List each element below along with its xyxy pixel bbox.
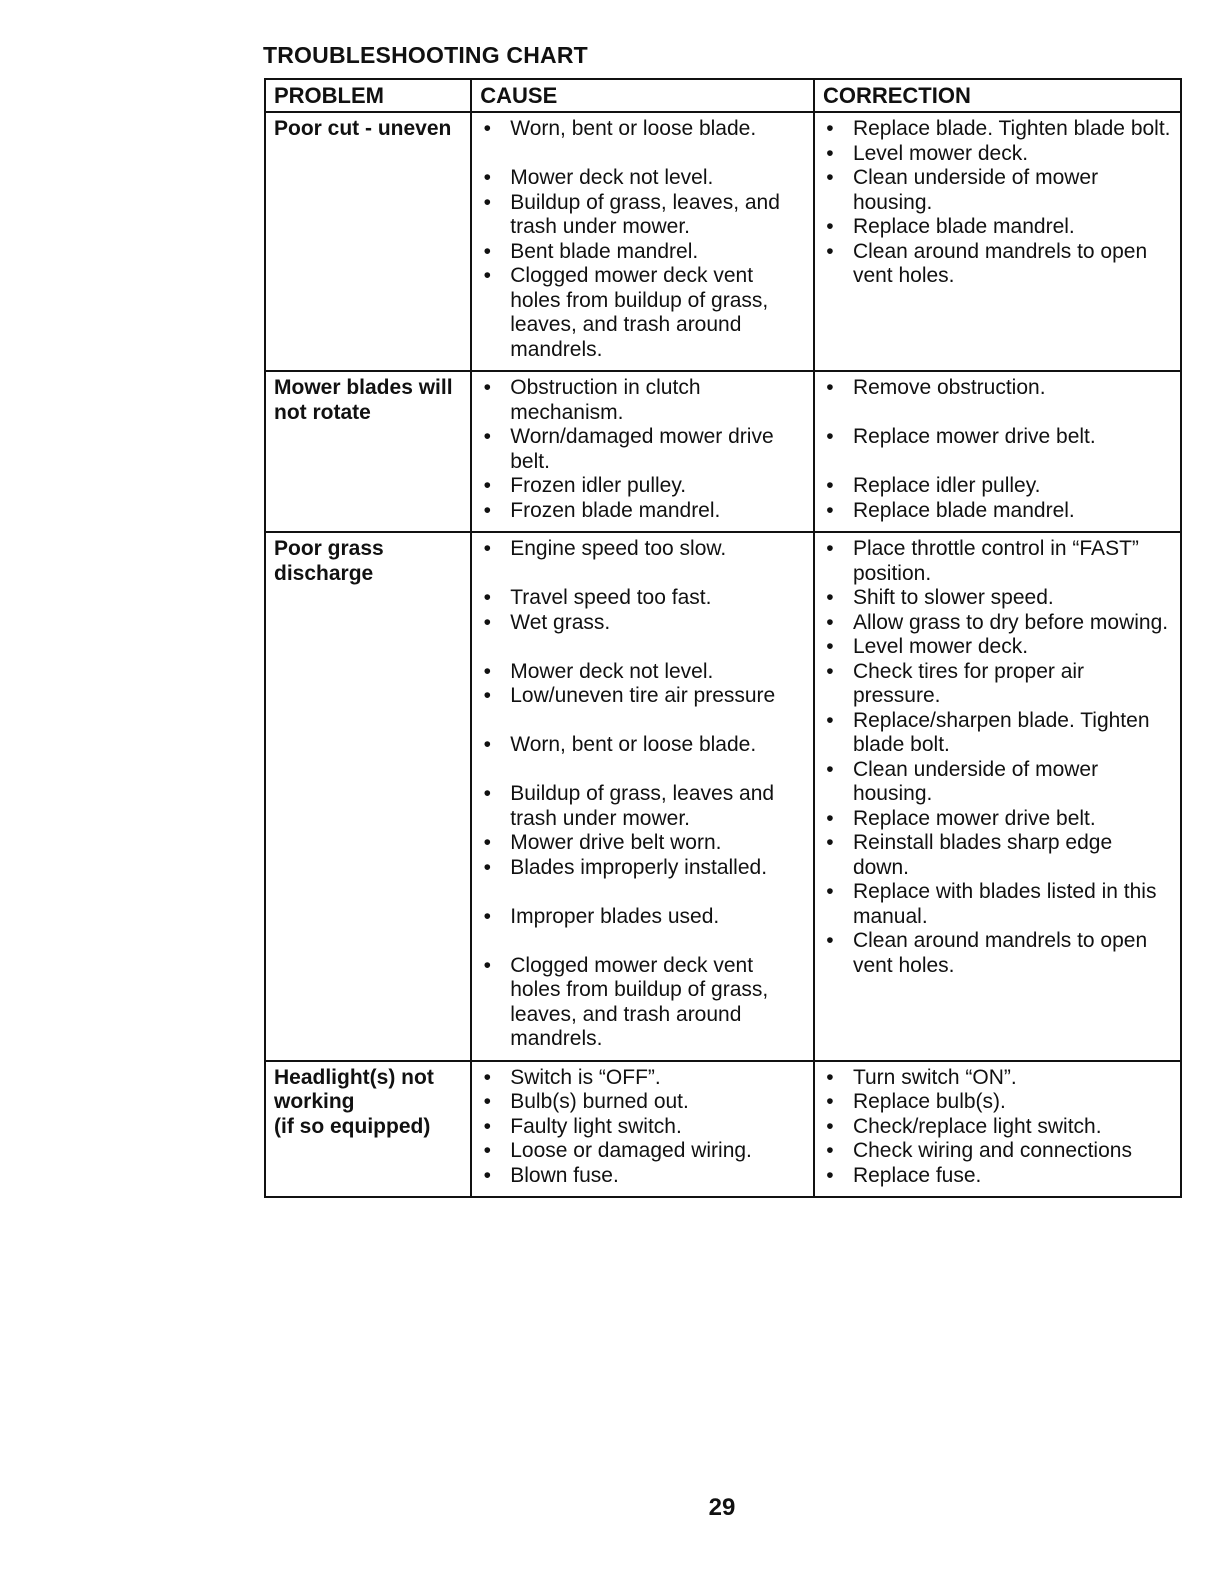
cause-item: • Obstruction in clutch mechanism. [480,376,805,425]
problem-text: Poor grass [274,537,384,560]
correction-item: • Turn switch “ON”. [823,1066,1172,1091]
problem-text: discharge [274,561,374,585]
cause-item: • Clogged mower deck vent holes from buildup of grass, leaves, and trash around mandrels. [480,264,805,362]
problem-cell [265,1061,471,1198]
correction-item: • Replace blade. Tighten blade bolt. [823,117,1172,142]
header-problem: PROBLEM [265,79,471,112]
cause-item: • Faulty light switch. [480,1115,805,1140]
cause-item: • Engine speed too slow. [480,537,805,562]
correction-item: • Shift to slower speed. [823,586,1172,611]
table-row [265,532,1181,1061]
cause-item: • Improper blades used. [480,905,805,930]
correction-cell [814,532,1181,1061]
correction-item: • Clean underside of mower housing. [823,166,1172,215]
problem-cell [265,532,471,1061]
problem-text: not rotate [274,400,371,424]
correction-item: • Check/replace light switch. [823,1115,1172,1140]
cause-cell [471,371,814,532]
cause-item: • Mower deck not level. [480,166,805,191]
cause-item: • Wet grass. [480,611,805,636]
correction-item: • Replace idler pulley. [823,474,1172,499]
cause-item: • Switch is “OFF”. [480,1066,805,1091]
table-row [265,112,1181,371]
header-row [265,79,1181,112]
cause-item: • Blown fuse. [480,1164,805,1189]
cause-cell [471,532,814,1061]
cause-item: • Buildup of grass, leaves, and trash under mower. [480,191,805,240]
page-title: TROUBLESHOOTING CHART [263,42,588,68]
cause-item: • Worn, bent or loose blade. [480,733,805,758]
cause-cell [471,112,814,371]
cause-item: • Mower deck not level. [480,660,805,685]
correction-item: • Replace fuse. [823,1164,1172,1189]
problem-text: working [274,1090,355,1113]
problem-text: (if so equipped) [274,1114,431,1138]
correction-item: • Check wiring and connections [823,1139,1172,1164]
page-number: 29 [708,1494,736,1521]
header-cause: CAUSE [471,79,814,112]
correction-item: • Check tires for proper air pressure. [823,660,1172,709]
correction-item: • Clean around mandrels to open vent holes. [823,240,1172,289]
cause-item: • Bent blade mandrel. [480,240,805,265]
correction-item: • Replace blade mandrel. [823,499,1172,524]
cause-item: • Worn, bent or loose blade. [480,117,805,142]
correction-item: • Remove obstruction. [823,376,1172,401]
correction-item: • Reinstall blades sharp edge down. [823,831,1172,880]
table-row [265,1061,1181,1198]
problem-cell [265,371,471,532]
correction-item: • Allow grass to dry before mowing. [823,611,1172,636]
correction-item: • Replace bulb(s). [823,1090,1172,1115]
problem-text: Mower blades will [274,376,453,399]
correction-item: • Place throttle control in “FAST” position. [823,537,1172,586]
cause-item: • Mower drive belt worn. [480,831,805,856]
correction-item: • Replace/sharpen blade. Tighten blade bolt. [823,709,1172,758]
cause-item: • Worn/damaged mower drive belt. [480,425,805,474]
correction-cell [814,112,1181,371]
cause-item: • Blades improperly installed. [480,856,805,881]
header-correction: CORRECTION [814,79,1181,112]
troubleshooting-table [264,78,1182,1198]
cause-item: • Frozen blade mandrel. [480,499,805,524]
cause-item: • Low/uneven tire air pressure [480,684,805,709]
problem-cell [265,112,471,371]
table-row [265,371,1181,532]
cause-item: • Buildup of grass, leaves and trash under mower. [480,782,805,831]
correction-cell [814,1061,1181,1198]
cause-cell [471,1061,814,1198]
cause-item: • Clogged mower deck vent holes from buildup of grass, leaves, and trash around mandrels. [480,954,805,1052]
cause-item: • Frozen idler pulley. [480,474,805,499]
correction-item: • Clean underside of mower housing. [823,758,1172,807]
cause-item: • Loose or damaged wiring. [480,1139,805,1164]
correction-item: • Replace blade mandrel. [823,215,1172,240]
problem-text: Headlight(s) not [274,1065,434,1089]
correction-item: • Replace with blades listed in this manual. [823,880,1172,929]
correction-item: • Level mower deck. [823,142,1172,167]
correction-item: • Clean around mandrels to open vent holes. [823,929,1172,978]
correction-item: • Level mower deck. [823,635,1172,660]
cause-item: • Travel speed too fast. [480,586,805,611]
correction-item: • Replace mower drive belt. [823,807,1172,832]
cause-item: • Bulb(s) burned out. [480,1090,805,1115]
problem-text: Poor cut - uneven [274,117,452,140]
correction-item: • Replace mower drive belt. [823,425,1172,450]
correction-cell [814,371,1181,532]
